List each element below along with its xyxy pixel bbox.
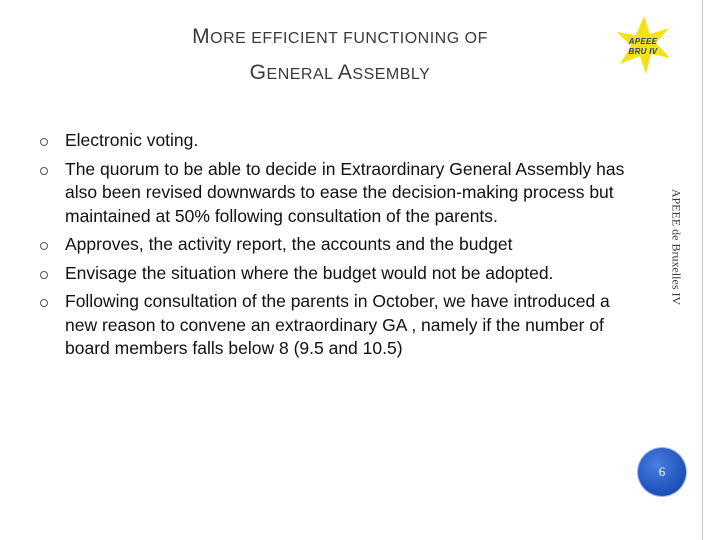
title-part: G bbox=[249, 61, 267, 84]
list-item bbox=[40, 233, 630, 257]
bullet-list bbox=[40, 129, 630, 366]
title-part: ENERAL bbox=[266, 66, 338, 83]
logo-text-line2: BRU IV bbox=[628, 47, 658, 56]
hollow-circle-bullet-icon bbox=[40, 242, 48, 250]
vertical-side-label: APEEE de Bruxelles IV bbox=[669, 188, 684, 306]
right-divider-line bbox=[702, 0, 703, 540]
title-line-2 bbox=[110, 56, 570, 92]
list-item bbox=[40, 158, 630, 229]
bullet-text: Approves, the activity report, the accounts and the budget bbox=[65, 234, 513, 254]
list-item bbox=[40, 290, 630, 361]
hollow-circle-bullet-icon bbox=[40, 138, 48, 146]
apeee-logo bbox=[614, 14, 672, 76]
title-line-1 bbox=[110, 20, 570, 56]
page-number-badge bbox=[638, 448, 686, 496]
hollow-circle-bullet-icon bbox=[40, 271, 48, 279]
list-item bbox=[40, 129, 630, 153]
title-part: ORE EFFICIENT FUNCTIONING OF bbox=[210, 30, 488, 47]
bullet-text: Envisage the situation where the budget would not be adopted. bbox=[65, 262, 554, 283]
hollow-circle-bullet-icon bbox=[40, 167, 48, 175]
bullet-text: The quorum to be able to decide in Extraordinary General Assembly has also been revised downwards to ease the decision-making process but maintained at 50% following consultation of the parents. bbox=[65, 158, 625, 226]
hollow-circle-bullet-icon bbox=[40, 299, 48, 307]
page-number: 6 bbox=[658, 464, 666, 479]
title-part: M bbox=[192, 25, 211, 48]
title-part: SSEMBLY bbox=[352, 66, 431, 83]
title-part: A bbox=[337, 61, 353, 84]
list-item bbox=[40, 262, 630, 286]
logo-text-line1: APEEE bbox=[628, 37, 658, 46]
slide-title bbox=[110, 20, 570, 92]
bullet-text: Electronic voting. bbox=[65, 130, 199, 150]
bullet-text: Following consultation of the parents in October, we have introduced a new reason to convene an extraordinary GA , namely if the number of board members falls below 8 (9.5 and 10.5) bbox=[65, 291, 610, 358]
